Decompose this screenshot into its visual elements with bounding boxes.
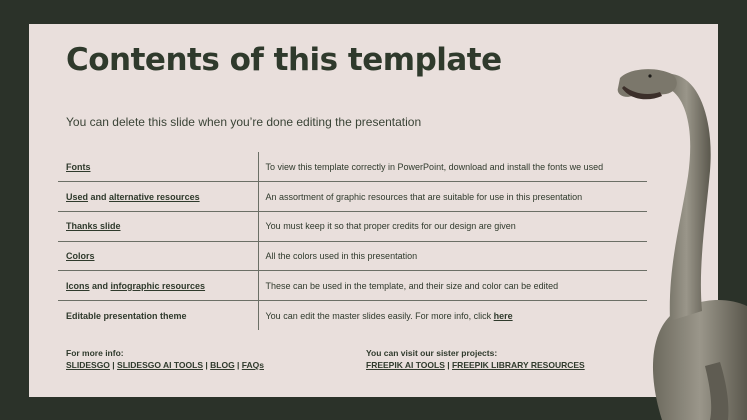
footer-heading: You can visit our sister projects: (366, 348, 498, 358)
row-label (58, 241, 258, 271)
footer-more-info (66, 347, 264, 371)
footer-separator: | (234, 360, 242, 370)
row-description: These can be used in the template, and their size and color can be edited (265, 280, 559, 291)
row-label (58, 271, 258, 301)
thanks-slide-link[interactable]: Thanks slide (66, 221, 121, 232)
row-label (58, 300, 258, 330)
row-description: All the colors used in this presentation (265, 250, 418, 261)
dinosaur-illustration (610, 66, 747, 420)
table-row (58, 271, 647, 301)
row-label-joiner: and (89, 280, 111, 291)
row-label-joiner: and (88, 191, 110, 202)
footer-separator: | (109, 360, 118, 370)
footer-links (66, 359, 264, 371)
row-label (58, 182, 258, 212)
fonts-link[interactable]: Fonts (66, 161, 91, 172)
freepik-ai-tools-link[interactable]: FREEPIK AI TOOLS (366, 360, 445, 370)
faqs-link[interactable]: FAQs (241, 360, 264, 370)
slidesgo-link[interactable]: SLIDESGO (66, 360, 110, 370)
row-description: You must keep it so that proper credits for our design are given (265, 221, 516, 232)
footer-links (366, 359, 585, 371)
here-link[interactable]: here (493, 310, 513, 321)
table-row (58, 152, 647, 182)
table-row (58, 300, 647, 330)
footer-sister-projects (366, 347, 585, 371)
infographic-resources-link[interactable]: infographic resources (110, 280, 206, 291)
icons-link[interactable]: Icons (66, 280, 90, 291)
contents-table (58, 152, 647, 330)
footer-separator: | (203, 360, 211, 370)
row-description-text: You can edit the master slides easily. For more info, click (265, 310, 494, 321)
slidesgo-ai-tools-link[interactable]: SLIDESGO AI TOOLS (117, 360, 204, 370)
footer-heading: For more info: (66, 348, 124, 358)
colors-link[interactable]: Colors (66, 250, 95, 261)
used-link[interactable]: Used (66, 191, 89, 202)
blog-link[interactable]: BLOG (210, 360, 235, 370)
page-title: Contents of this template (66, 42, 502, 78)
row-description: An assortment of graphic resources that are suitable for use in this presentation (265, 191, 583, 202)
alternative-resources-link[interactable]: alternative resources (109, 191, 200, 202)
footer-separator: | (444, 360, 452, 370)
row-label (58, 211, 258, 241)
editable-theme-label: Editable presentation theme (66, 310, 187, 321)
table-row (58, 241, 647, 271)
row-description: To view this template correctly in PowerPoint, download and install the fonts we used (265, 161, 604, 172)
row-description (258, 300, 647, 330)
table-row (58, 182, 647, 212)
page-subtitle: You can delete this slide when you’re done editing the presentation (66, 115, 422, 129)
freepik-library-resources-link[interactable]: FREEPIK LIBRARY RESOURCES (451, 360, 585, 370)
table-row (58, 211, 647, 241)
row-label (58, 152, 258, 182)
